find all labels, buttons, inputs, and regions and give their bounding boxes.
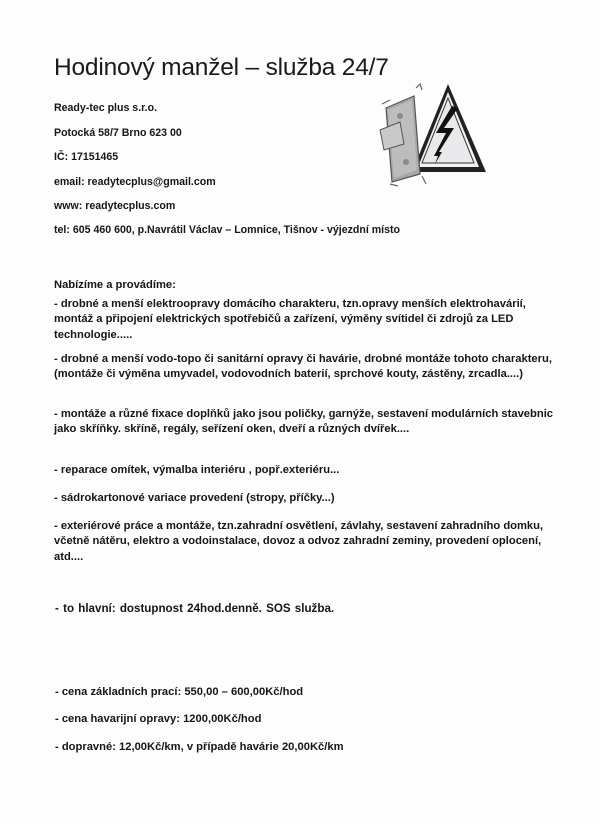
availability-highlight: - to hlavní: dostupnost 24hod.denně. SOS služba.	[55, 602, 335, 615]
service-item: - montáže a různé fixace doplňků jako jsou poličky, garnýže, sestavení modulárních stavebnic jako skříňky. skříně, regály, seřízení oken, dveří a různých dvířek....	[54, 408, 554, 436]
service-item: - drobné a menší vodo-topo či sanitární opravy či havárie, drobné montáže tohoto charakteru, (montáže či výměna umyvadel, vodovodních baterií, sprchové kouty, zástěny, zrcadla....)	[54, 353, 552, 381]
company-address: Potocká 58/7 Brno 623 00	[54, 127, 182, 139]
company-email: email: readytecplus@gmail.com	[54, 176, 216, 188]
high-voltage-warning-icon	[378, 78, 488, 188]
company-phone: tel: 605 460 600, p.Navrátil Václav – Lomnice, Tišnov - výjezdní místo	[54, 224, 401, 236]
service-item: - sádrokartonové variace provedení (stropy, příčky...)	[54, 492, 335, 504]
services-heading: Nabízíme a provádíme:	[54, 279, 176, 291]
company-website: www: readytecplus.com	[54, 200, 176, 212]
service-item: - exteriérové práce a montáže, tzn.zahradní osvětlení, závlahy, sestavení zahradního domku, včetně nátěru, elektro a vodoinstalace, dovoz a odvoz zahradní zeminy, provedení oplocení, atd....	[54, 520, 544, 563]
service-item: - reparace omítek, výmalba interiéru , popř.exteriéru...	[54, 464, 340, 476]
company-name: Ready-tec plus s.r.o.	[54, 102, 158, 114]
service-item: - drobné a menší elektroopravy domácího charakteru, tzn.opravy menších elektrohavárií, montáž a připojení elektrických spotřebičů a zařízení, výměny svítidel či zdrojů za LED technologie.....	[54, 298, 526, 341]
price-line: - cena havarijní opravy: 1200,00Kč/hod	[55, 713, 262, 725]
document-title: Hodinový manžel – služba 24/7	[54, 54, 389, 81]
company-ico: IČ: 17151465	[54, 151, 119, 163]
price-line: - dopravné: 12,00Kč/km, v případě havárie 20,00Kč/km	[55, 741, 344, 753]
price-line: - cena základních prací: 550,00 – 600,00Kč/hod	[55, 686, 304, 698]
